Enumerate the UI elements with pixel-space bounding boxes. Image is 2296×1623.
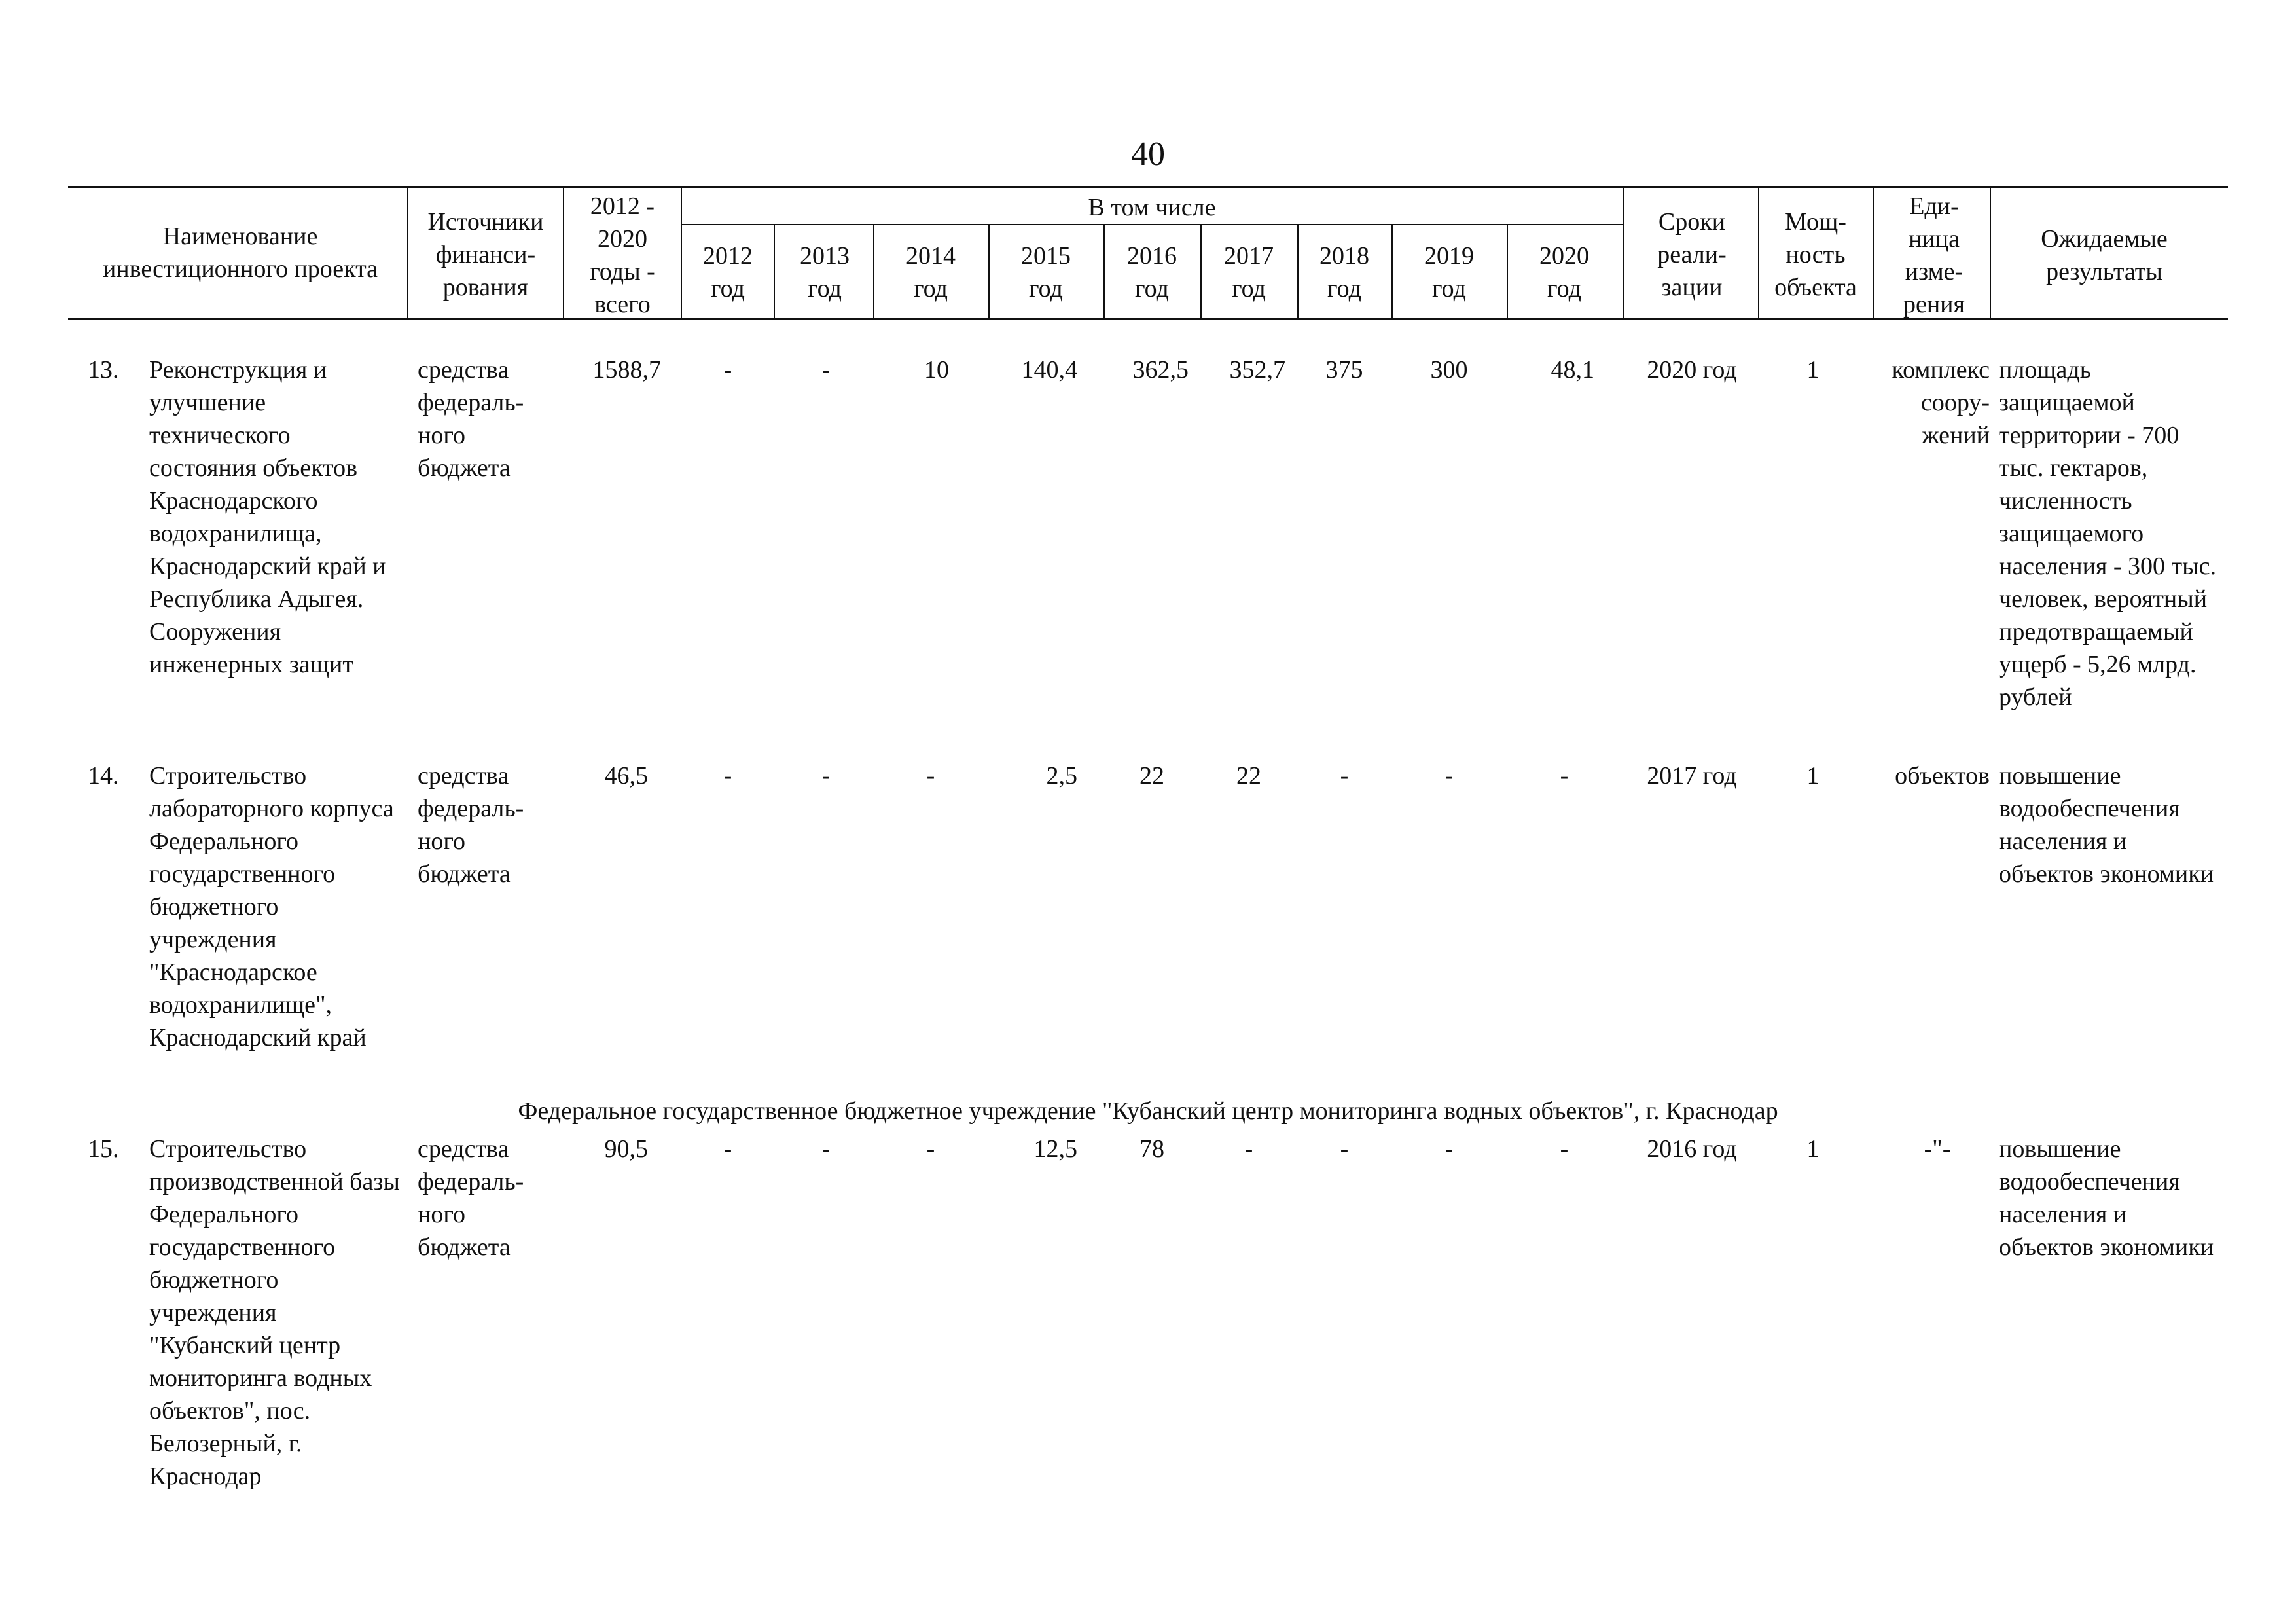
year-value: - bbox=[821, 762, 831, 790]
year-value: 48,1 bbox=[1551, 356, 1594, 384]
implementation-term: 2020 год bbox=[1647, 356, 1737, 384]
column-divider bbox=[563, 186, 564, 318]
funding-source: средства федераль-ного бюджета bbox=[418, 356, 524, 482]
capacity-value: 1 bbox=[1806, 762, 1820, 790]
row-number: 13. bbox=[88, 356, 119, 384]
page-number: 40 bbox=[1131, 136, 1165, 173]
column-divider bbox=[1990, 186, 1991, 318]
total-value: 46,5 bbox=[604, 762, 648, 790]
year-value: 362,5 bbox=[1132, 356, 1189, 384]
column-divider bbox=[1623, 186, 1624, 318]
year-value: - bbox=[723, 1135, 732, 1163]
row-number: 14. bbox=[88, 762, 119, 790]
expected-result: площадь защищаемой территории - 700 тыс. гектаров, численность защищаемого населения - 300 тыс. человек, вероятный предотвращаемый ущерб - 5,26 млрд. рублей bbox=[1999, 356, 2217, 711]
year-value: - bbox=[723, 762, 732, 790]
expected-result: повышение водообеспечения населения и объектов экономики bbox=[1999, 762, 2214, 888]
header-year-2020: 2020 год bbox=[1539, 242, 1589, 302]
year-value: - bbox=[926, 1135, 935, 1163]
implementation-term: 2017 год bbox=[1647, 762, 1737, 790]
year-value: - bbox=[1244, 1135, 1253, 1163]
header-sources: Источники финанси-рования bbox=[427, 208, 544, 301]
total-value: 90,5 bbox=[604, 1135, 648, 1163]
header-project-name: Наименование инвестиционного проекта bbox=[102, 223, 378, 283]
column-divider bbox=[873, 224, 874, 318]
column-divider bbox=[774, 224, 775, 318]
year-value: - bbox=[821, 356, 831, 384]
year-value: - bbox=[926, 762, 935, 790]
column-divider bbox=[1297, 224, 1299, 318]
capacity-value: 1 bbox=[1806, 1135, 1820, 1163]
year-value: - bbox=[723, 356, 732, 384]
year-value: 10 bbox=[924, 356, 949, 384]
column-divider bbox=[1758, 186, 1759, 318]
organization-heading: Федеральное государственное бюджетное учреждение "Кубанский центр мониторинга водных объектов", г. Краснодар bbox=[518, 1097, 1778, 1125]
header-year-2015: 2015 год bbox=[1021, 242, 1071, 302]
year-value: 2,5 bbox=[1046, 762, 1077, 790]
header-year-2016: 2016 год bbox=[1127, 242, 1177, 302]
project-name: Строительство производственной базы Федерального государственного бюджетного учреждения "Кубанский центр мониторинга водных объектов", пос. Белозерный, г. Краснодар bbox=[149, 1135, 400, 1490]
year-value: 12,5 bbox=[1033, 1135, 1077, 1163]
year-value: - bbox=[1340, 762, 1349, 790]
column-divider bbox=[1507, 224, 1508, 318]
header-year-2018: 2018 год bbox=[1319, 242, 1369, 302]
header-year-2012: 2012 год bbox=[703, 242, 753, 302]
row-number: 15. bbox=[88, 1135, 119, 1163]
funding-source: средства федераль-ного бюджета bbox=[418, 1135, 524, 1261]
project-name: Строительство лабораторного корпуса Федерального государственного бюджетного учреждения "Краснодарское водохранилище", Краснодарский край bbox=[149, 762, 394, 1051]
expected-result: повышение водообеспечения населения и объектов экономики bbox=[1999, 1135, 2214, 1261]
implementation-term: 2016 год bbox=[1647, 1135, 1737, 1163]
header-results: Ожидаемые результаты bbox=[2041, 225, 2168, 285]
year-value: - bbox=[1560, 762, 1569, 790]
year-value: - bbox=[1444, 762, 1454, 790]
header-terms: Сроки реали-зации bbox=[1657, 208, 1727, 301]
header-unit: Еди-ница изме-рения bbox=[1903, 192, 1965, 318]
year-value: 78 bbox=[1139, 1135, 1164, 1163]
year-value: - bbox=[1444, 1135, 1454, 1163]
year-subheader-border bbox=[681, 224, 1623, 225]
total-value: 1588,7 bbox=[592, 356, 661, 384]
header-year-2013: 2013 год bbox=[800, 242, 850, 302]
measurement-unit: -"- bbox=[1924, 1135, 1951, 1163]
year-value: 300 bbox=[1430, 356, 1468, 384]
year-value: - bbox=[1340, 1135, 1349, 1163]
header-year-2017: 2017 год bbox=[1224, 242, 1274, 302]
measurement-unit: комплекс соору-жений bbox=[1892, 356, 1990, 449]
column-divider bbox=[1873, 186, 1874, 318]
measurement-unit: объектов bbox=[1895, 762, 1990, 790]
funding-source: средства федераль-ного бюджета bbox=[418, 762, 524, 888]
year-value: 140,4 bbox=[1021, 356, 1077, 384]
column-divider bbox=[407, 186, 408, 318]
column-divider bbox=[1391, 224, 1393, 318]
column-divider bbox=[988, 224, 990, 318]
year-value: - bbox=[821, 1135, 831, 1163]
project-name: Реконструкция и улучшение технического состояния объектов Краснодарского водохранилища, Краснодарский край и Республика Адыгея. Сооружения инженерных защит bbox=[149, 356, 386, 678]
header-total: 2012 - 2020 годы - всего bbox=[590, 192, 655, 318]
header-capacity: Мощ-ность объекта bbox=[1774, 208, 1857, 301]
column-divider bbox=[1200, 224, 1202, 318]
header-year-2019: 2019 год bbox=[1424, 242, 1474, 302]
year-value: 375 bbox=[1325, 356, 1363, 384]
capacity-value: 1 bbox=[1806, 356, 1820, 384]
year-value: - bbox=[1560, 1135, 1569, 1163]
year-value: 22 bbox=[1236, 762, 1261, 790]
header-including: В том числе bbox=[1088, 194, 1216, 221]
year-value: 352,7 bbox=[1229, 356, 1285, 384]
column-divider bbox=[1103, 224, 1105, 318]
header-year-2014: 2014 год bbox=[906, 242, 956, 302]
year-value: 22 bbox=[1139, 762, 1164, 790]
table-top-border bbox=[68, 186, 2228, 188]
